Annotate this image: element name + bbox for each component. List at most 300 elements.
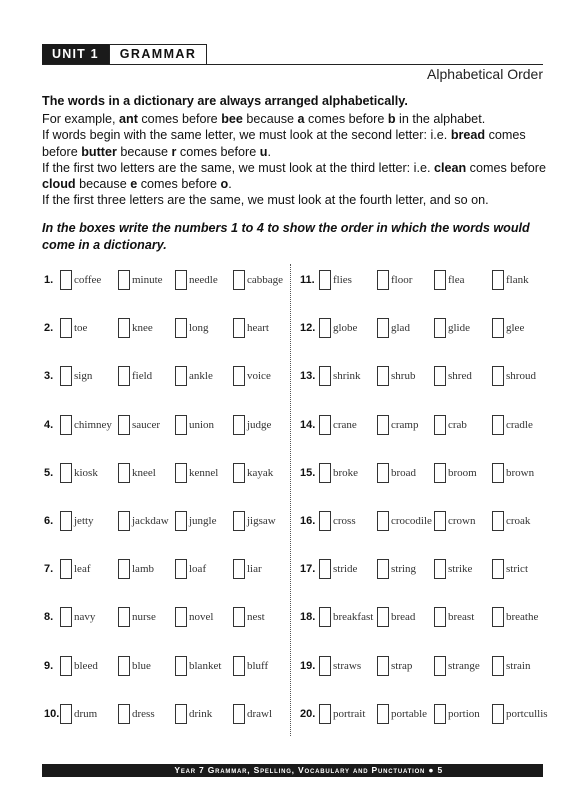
intro-bold-word: b — [387, 112, 396, 127]
word-option — [319, 557, 357, 581]
intro-run: in the alphabet. — [395, 112, 486, 127]
intro-run: If the first two letters are the same, we must look at the third letter: i.e. — [42, 160, 434, 175]
answer-box[interactable] — [233, 318, 245, 338]
answer-box[interactable] — [118, 463, 130, 483]
answer-box[interactable] — [434, 270, 446, 290]
word-label: kayak — [247, 466, 274, 479]
word-label: croak — [506, 515, 531, 527]
question-row — [300, 509, 545, 533]
question-number: 4. — [44, 418, 54, 431]
word-label: stride — [333, 563, 358, 576]
question-number: 9. — [44, 659, 54, 672]
word-label: string — [391, 563, 417, 576]
question-row — [44, 654, 289, 678]
answer-box[interactable] — [60, 511, 72, 531]
word-label: breakfast — [333, 611, 374, 624]
intro-bold-word: a — [297, 112, 305, 127]
answer-box[interactable] — [175, 559, 187, 579]
answer-box[interactable] — [377, 463, 389, 483]
word-option — [434, 316, 470, 340]
answer-box[interactable] — [377, 704, 389, 724]
answer-box[interactable] — [233, 656, 245, 676]
word-label: strange — [448, 659, 480, 672]
word-option — [60, 316, 87, 340]
question-number: 6. — [44, 515, 54, 527]
word-option — [377, 461, 416, 485]
word-label: crane — [333, 418, 357, 431]
word-option — [118, 605, 156, 629]
answer-box[interactable] — [319, 511, 331, 531]
word-option — [319, 605, 373, 629]
answer-box[interactable] — [434, 415, 446, 435]
answer-box[interactable] — [377, 559, 389, 579]
word-option — [233, 557, 262, 581]
word-option — [319, 702, 365, 726]
answer-box[interactable] — [175, 463, 187, 483]
answer-box[interactable] — [319, 270, 331, 290]
answer-box[interactable] — [492, 463, 504, 483]
intro-run: . — [267, 144, 271, 159]
word-option — [60, 557, 90, 581]
word-option — [175, 461, 218, 485]
intro-bold-word: u — [259, 144, 268, 159]
question-number: 10. — [44, 707, 60, 720]
word-option — [492, 413, 533, 437]
answer-box[interactable] — [319, 463, 331, 483]
word-label: bluff — [247, 659, 269, 672]
question-number: 8. — [44, 611, 54, 624]
answer-box[interactable] — [434, 704, 446, 724]
word-option — [319, 316, 357, 340]
word-option — [233, 461, 273, 485]
answer-box[interactable] — [233, 607, 245, 627]
intro-bold-word: bee — [221, 112, 243, 127]
word-label: shred — [448, 370, 472, 383]
intro-bold-word: butter — [81, 144, 117, 159]
question-row — [44, 461, 289, 485]
answer-box[interactable] — [434, 511, 446, 531]
answer-box[interactable] — [60, 270, 72, 290]
word-label: leaf — [74, 563, 91, 576]
word-option — [434, 654, 480, 678]
intro-run: If the first three letters are the same, we must look at the fourth letter, and so on. — [42, 193, 489, 208]
question-row — [44, 364, 289, 388]
word-label: broom — [448, 466, 477, 479]
word-option — [377, 702, 427, 726]
word-option — [175, 509, 217, 533]
intro-run: comes before — [42, 128, 526, 159]
section-label: GRAMMAR — [109, 44, 207, 64]
word-label: drink — [189, 707, 213, 720]
answer-box[interactable] — [319, 559, 331, 579]
word-label: union — [189, 418, 215, 431]
word-option — [434, 461, 477, 485]
answer-box[interactable] — [60, 318, 72, 338]
answer-box[interactable] — [175, 511, 187, 531]
word-label: voice — [247, 370, 271, 383]
intro-run: If words begin with the same letter, we must look at the second letter: i.e. — [42, 128, 451, 143]
word-option — [118, 461, 156, 485]
question-number: 15. — [300, 466, 316, 479]
word-option — [60, 654, 98, 678]
word-option — [175, 557, 206, 581]
answer-box[interactable] — [434, 463, 446, 483]
question-number: 13. — [300, 370, 316, 383]
word-option — [377, 413, 418, 437]
intro-run: comes before — [137, 177, 221, 192]
answer-box[interactable] — [118, 607, 130, 627]
word-label: strict — [506, 563, 528, 576]
word-option — [233, 268, 283, 292]
intro-bold-word: o — [220, 177, 229, 192]
word-label: strike — [448, 563, 473, 576]
word-label: shrub — [391, 370, 416, 383]
answer-box[interactable] — [492, 366, 504, 386]
word-label: broad — [391, 466, 417, 479]
word-label: drum — [74, 707, 98, 720]
question-row — [300, 316, 545, 340]
word-label: globe — [333, 322, 358, 335]
answer-box[interactable] — [118, 270, 130, 290]
word-label: portion — [448, 707, 480, 720]
word-label: jetty — [74, 515, 94, 527]
answer-box[interactable] — [434, 366, 446, 386]
answer-box[interactable] — [233, 463, 245, 483]
word-option — [60, 461, 98, 485]
intro-line — [42, 192, 547, 208]
intro-run: comes before — [176, 144, 260, 159]
word-label: chimney — [74, 418, 112, 431]
answer-box[interactable] — [492, 511, 504, 531]
word-option — [377, 509, 432, 533]
word-option — [319, 364, 361, 388]
word-option — [492, 364, 536, 388]
word-label: saucer — [132, 418, 161, 431]
word-label: navy — [74, 611, 96, 624]
word-label: bleed — [74, 659, 98, 672]
answer-box[interactable] — [118, 511, 130, 531]
word-option — [175, 605, 213, 629]
word-label: kneel — [132, 466, 156, 479]
word-label: long — [189, 322, 209, 335]
answer-box[interactable] — [319, 704, 331, 724]
answer-box[interactable] — [60, 366, 72, 386]
word-label: heart — [247, 322, 269, 335]
answer-box[interactable] — [492, 270, 504, 290]
answer-box[interactable] — [319, 415, 331, 435]
answer-box[interactable] — [377, 607, 389, 627]
word-option — [118, 702, 155, 726]
word-label: blanket — [189, 659, 222, 672]
word-option — [233, 364, 271, 388]
word-option — [175, 654, 221, 678]
word-option — [60, 364, 92, 388]
answer-box[interactable] — [319, 607, 331, 627]
word-label: toe — [74, 322, 88, 335]
answer-box[interactable] — [377, 270, 389, 290]
intro-run: because — [116, 144, 172, 159]
question-number: 18. — [300, 611, 316, 624]
word-option — [60, 413, 112, 437]
word-option — [175, 364, 213, 388]
topic-title: Alphabetical Order — [427, 66, 543, 82]
question-number: 1. — [44, 274, 54, 286]
answer-box[interactable] — [492, 607, 504, 627]
question-number: 11. — [300, 274, 315, 286]
word-option — [319, 268, 352, 292]
question-row — [44, 316, 289, 340]
intro-bold-word: ant — [119, 112, 138, 127]
intro-line — [42, 160, 547, 192]
question-number: 19. — [300, 659, 316, 672]
word-label: lamb — [132, 563, 154, 576]
answer-box[interactable] — [434, 318, 446, 338]
word-option — [233, 605, 265, 629]
word-label: glide — [448, 322, 470, 335]
word-option — [118, 509, 169, 533]
word-label: strap — [391, 659, 413, 672]
answer-box[interactable] — [60, 704, 72, 724]
answer-box[interactable] — [118, 559, 130, 579]
question-row — [44, 509, 289, 533]
question-row — [300, 268, 545, 292]
intro-line — [42, 127, 547, 159]
answer-box[interactable] — [492, 656, 504, 676]
unit-header — [42, 44, 207, 64]
answer-box[interactable] — [319, 318, 331, 338]
answer-box[interactable] — [434, 656, 446, 676]
word-option — [434, 268, 464, 292]
answer-box[interactable] — [434, 607, 446, 627]
unit-label: UNIT 1 — [42, 44, 109, 64]
word-label: judge — [247, 418, 272, 431]
answer-box[interactable] — [233, 704, 245, 724]
word-option — [377, 557, 416, 581]
intro-bold-word: cloud — [42, 177, 76, 192]
question-number: 20. — [300, 707, 316, 720]
question-number: 14. — [300, 418, 316, 431]
word-label: minute — [132, 274, 163, 286]
word-option — [434, 364, 472, 388]
word-label: nest — [247, 611, 265, 624]
question-row — [44, 605, 289, 629]
intro-lead: The words in a dictionary are always arranged alphabetically. — [42, 94, 408, 108]
answer-box[interactable] — [118, 415, 130, 435]
word-label: crown — [448, 515, 476, 527]
answer-box[interactable] — [492, 318, 504, 338]
answer-box[interactable] — [492, 559, 504, 579]
question-row — [44, 557, 289, 581]
word-option — [377, 364, 415, 388]
answer-box[interactable] — [233, 511, 245, 531]
answer-box[interactable] — [60, 656, 72, 676]
word-label: needle — [189, 274, 218, 286]
word-option — [492, 509, 530, 533]
answer-box[interactable] — [175, 366, 187, 386]
word-option — [60, 509, 94, 533]
word-label: nurse — [132, 611, 156, 624]
word-label: flea — [448, 274, 465, 286]
answer-box[interactable] — [434, 559, 446, 579]
word-option — [118, 364, 152, 388]
answer-box[interactable] — [175, 704, 187, 724]
word-label: jungle — [189, 515, 217, 527]
question-number: 12. — [300, 322, 316, 335]
word-label: coffee — [74, 274, 102, 286]
word-option — [434, 702, 480, 726]
word-option — [60, 268, 101, 292]
answer-box[interactable] — [118, 366, 130, 386]
column-divider — [290, 264, 291, 736]
answer-box[interactable] — [492, 704, 504, 724]
word-label: cradle — [506, 418, 533, 431]
answer-box[interactable] — [175, 607, 187, 627]
answer-box[interactable] — [175, 270, 187, 290]
word-option — [175, 316, 209, 340]
intro-line — [42, 111, 547, 127]
word-option — [434, 557, 472, 581]
word-label: cross — [333, 515, 356, 527]
answer-box[interactable] — [60, 463, 72, 483]
word-label: broke — [333, 466, 359, 479]
word-label: kiosk — [74, 466, 98, 479]
word-option — [118, 654, 151, 678]
word-label: shroud — [506, 370, 536, 383]
word-option — [492, 654, 530, 678]
word-label: portable — [391, 707, 428, 720]
question-row — [300, 702, 548, 726]
word-option — [60, 605, 95, 629]
intro-run: comes before — [466, 160, 546, 175]
word-option — [377, 605, 415, 629]
word-option — [492, 605, 538, 629]
word-option — [233, 316, 269, 340]
word-label: glee — [506, 322, 525, 335]
answer-box[interactable] — [175, 656, 187, 676]
answer-box[interactable] — [118, 704, 130, 724]
question-row — [300, 364, 545, 388]
word-label: flank — [506, 274, 529, 286]
word-label: straws — [333, 659, 362, 672]
word-label: kennel — [189, 466, 219, 479]
word-label: loaf — [189, 563, 207, 576]
word-option — [492, 461, 534, 485]
intro-run: . — [228, 177, 232, 192]
question-row — [44, 413, 289, 437]
intro-bold-word: e — [130, 177, 138, 192]
word-option — [492, 268, 529, 292]
word-label: novel — [189, 611, 214, 624]
question-row — [300, 461, 545, 485]
word-option — [175, 268, 218, 292]
word-label: cabbage — [247, 274, 284, 286]
answer-box[interactable] — [319, 366, 331, 386]
word-option — [233, 654, 268, 678]
word-option — [377, 654, 412, 678]
word-label: liar — [247, 563, 262, 576]
question-row — [300, 605, 545, 629]
answer-box[interactable] — [377, 415, 389, 435]
answer-box[interactable] — [60, 559, 72, 579]
word-label: portcullis — [506, 707, 548, 720]
word-option — [233, 413, 271, 437]
word-label: floor — [391, 274, 413, 286]
word-option — [492, 557, 528, 581]
header-rule — [42, 64, 543, 65]
intro-bold-word: r — [171, 144, 177, 159]
answer-box[interactable] — [60, 607, 72, 627]
question-row — [300, 654, 545, 678]
word-label: crocodile — [391, 515, 432, 527]
answer-box[interactable] — [492, 415, 504, 435]
intro-run: comes before — [137, 112, 222, 127]
word-option — [377, 268, 412, 292]
answer-box[interactable] — [377, 656, 389, 676]
answer-box[interactable] — [118, 656, 130, 676]
word-option — [118, 268, 163, 292]
answer-box[interactable] — [377, 366, 389, 386]
word-label: knee — [132, 322, 153, 335]
word-label: bread — [391, 611, 416, 624]
word-label: sign — [74, 370, 93, 383]
footer-bar — [42, 764, 543, 777]
intro-run: because — [242, 112, 298, 127]
answer-box[interactable] — [175, 415, 187, 435]
word-label: jigsaw — [247, 515, 276, 527]
answer-box[interactable] — [60, 415, 72, 435]
footer-text: Year 7 Grammar, Spelling, Vocabulary and Punctuation — [174, 765, 426, 775]
word-option — [233, 702, 272, 726]
word-option — [175, 413, 214, 437]
answer-box[interactable] — [175, 318, 187, 338]
answer-box[interactable] — [233, 366, 245, 386]
answer-box[interactable] — [233, 559, 245, 579]
word-label: shrink — [333, 370, 361, 383]
intro-run: because — [75, 177, 131, 192]
word-option — [434, 605, 474, 629]
question-row — [300, 413, 545, 437]
answer-box[interactable] — [233, 270, 245, 290]
word-label: flies — [333, 274, 352, 286]
answer-box[interactable] — [233, 415, 245, 435]
word-option — [434, 413, 467, 437]
word-label: glad — [391, 322, 410, 335]
question-number: 7. — [44, 563, 54, 576]
word-label: dress — [132, 707, 155, 720]
word-option — [319, 413, 357, 437]
word-label: blue — [132, 659, 151, 672]
answer-box[interactable] — [377, 511, 389, 531]
page-number: ● 5 — [428, 765, 443, 775]
question-number: 3. — [44, 370, 54, 383]
question-row — [44, 268, 289, 292]
question-number: 17. — [300, 563, 316, 576]
word-label: jackdaw — [132, 515, 169, 527]
word-option — [319, 461, 358, 485]
word-option — [118, 316, 153, 340]
answer-box[interactable] — [118, 318, 130, 338]
intro-text — [42, 93, 547, 208]
word-label: cramp — [391, 418, 419, 431]
question-number: 5. — [44, 466, 54, 479]
word-label: ankle — [189, 370, 213, 383]
word-option — [377, 316, 410, 340]
word-option — [319, 654, 361, 678]
answer-box[interactable] — [377, 318, 389, 338]
word-option — [492, 702, 548, 726]
word-label: field — [132, 370, 153, 383]
answer-box[interactable] — [319, 656, 331, 676]
